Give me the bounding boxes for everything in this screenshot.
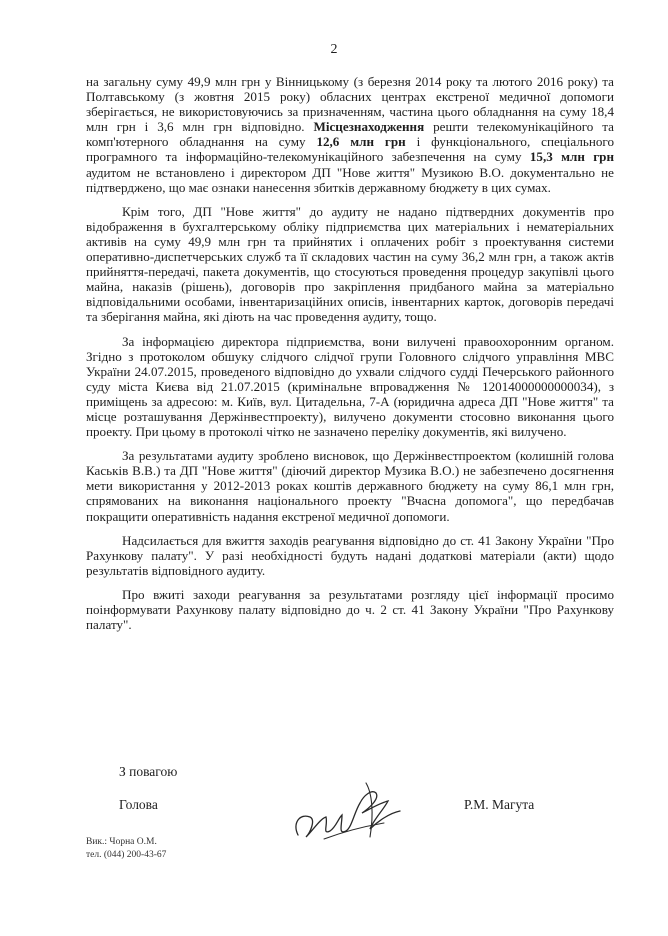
paragraph-1-bold-location: Місцезнаходження [313, 119, 425, 135]
letter-body [86, 74, 614, 641]
signer-title: Голова [119, 797, 158, 812]
paragraph-1-text-c: і функціонального, спеціального програмного та інформаційно-телекомунікаційного забезпечення на суму [86, 134, 614, 165]
page-number: 2 [330, 42, 338, 57]
paragraph-2: Крім того, ДП "Нове життя" до аудиту не надано підтвердних документів про відображення в бухгалтерському обліку підприємства цих матеріальних і нематеріальних активів на суму 49,9 млн грн та прийнятих і оплачених робіт з проектування системи оперативно-диспетчерських служб та її складових частин на суму 36,2 млн грн, а також актів прийняття-передачі, пакета документів, що стосуються проведення процедур закупівлі цього майна, наказів (рішень), договорів про закріплення придбаного майна за матеріально відповідальними особами, інвентаризаційних описів, інвентарних карток, договорів передачі та зберігання майна, які діють на час проведення аудиту, тощо. [86, 203, 614, 325]
paragraph-1-text-d: аудитом не встановлено і директором ДП "Нове життя" Музикою В.О. документально не підтверджено, що має ознаки нанесення збитків державному бюджету в цих сумах. [86, 164, 614, 195]
paragraph-3: За інформацією директора підприємства, вони вилучені правоохоронним органом. Згідно з протоколом обшуку слідчого слідчої групи Головного слідчого управління МВС України 24.07.2015, проведеного відповідно до ухвали слідчого судді Печерського районного суду міста Києва від 21.07.2015 (кримінальне впровадження № 12014000000000034), з приміщень за адресою: м. Київ, вул. Цитадельна, 7-А (юридична адреса ДП "Нове життя" та місце розташування Держінвестпроекту), вилучено документи стосовно виконання цього проекту. При цьому в протоколі чітко не зазначено переліку документів, які вилучено. [86, 333, 614, 440]
executor-phone: тел. (044) 200-43-67 [86, 849, 167, 860]
paragraph-6: Про вжиті заходи реагування за результатами розгляду цієї інформації просимо поінформувати Рахункову палату відповідно до ч. 2 ст. 41 Закону України "Про Рахункову палату". [86, 586, 614, 633]
paragraph-1-bold-amount-2: 15,3 млн грн [529, 149, 614, 165]
executor-block [86, 836, 166, 861]
paragraph-5: Надсилається для вжиття заходів реагування відповідно до ст. 41 Закону України "Про Рахункову палату". У разі необхідності будуть надані додаткові матеріали (акти) щодо результатів відповідного аудиту. [86, 532, 614, 578]
paragraph-1-text-b: решти телекомунікаційного та комп'ютерного обладнання на суму [86, 119, 614, 150]
paragraph-4: За результатами аудиту зроблено висновок, що Держінвестпроектом (колишній голова Каськів В.В.) та ДП "Нове життя" (діючий директор Музика В.О.) не забезпечено досягнення мети використання у 2012-2013 роках коштів державного бюджету на суму 86,1 млн грн, спрямованих на виконання національного проекту "Вчасна допомога", що передбачав покращити оперативність надання екстреної медичної допомоги. [86, 448, 614, 524]
paragraph-1 [86, 74, 614, 195]
executor-name: Вик.: Чорна О.М. [86, 837, 157, 847]
handwritten-signature [280, 773, 420, 853]
paragraph-1-text-a: на загальну суму 49,9 млн грн у Вінницькому (з березня 2014 року та лютого 2016 року) та Полтавському (з жовтня 2015 року) обласних центрах екстреної медичної допомоги зберігається, не використовуючись за призначенням, частина цього обладнання на суму 18,4 млн грн і 3,6 млн грн відповідно. [86, 74, 614, 135]
signer-name: Р.М. Магута [464, 797, 535, 812]
closing-phrase: З повагою [119, 764, 178, 779]
paragraph-1-bold-amount-1: 12,6 млн грн [316, 134, 406, 150]
